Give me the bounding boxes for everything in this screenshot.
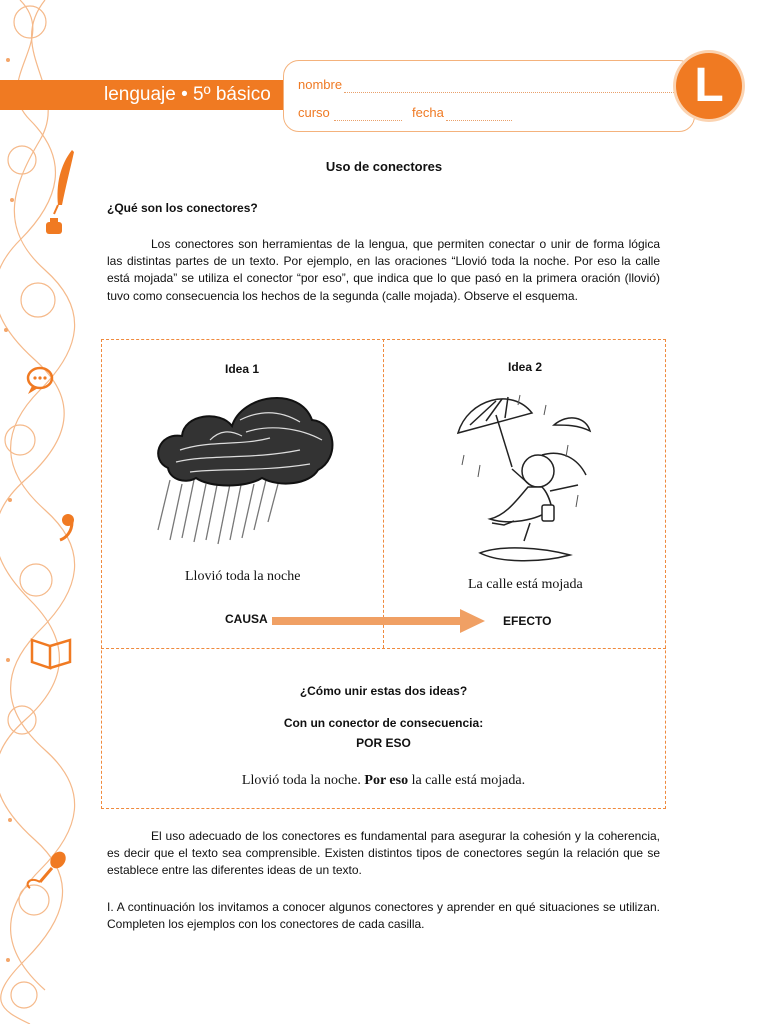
student-info-card xyxy=(283,60,695,132)
open-book-icon xyxy=(32,640,70,668)
course-field[interactable] xyxy=(334,119,402,121)
intro-paragraph: Los conectores son herramientas de la lengua, que permiten conectar o unir de forma lógica las distintas partes de un texto. Por ejemplo, en las oraciones “Llovió toda la noche. Por eso la calle está mojada” se utiliza el conector “por eso”, que indica que lo que pasó en la primera oración (llovió) tuvo como consecuencia los hechos de la segunda (calle mojada). Observe el esquema. xyxy=(107,237,660,303)
date-field[interactable] xyxy=(446,119,512,121)
rain-cloud-illustration xyxy=(150,380,340,550)
page-title: Uso de conectores xyxy=(325,159,443,174)
margin-decoration xyxy=(0,0,100,1024)
instruction-paragraph: I. A continuación los invitamos a conocer algunos conectores y aprender en qué situaciones se utilizan. Completen los ejemplos con los conectores de cada casilla. xyxy=(107,900,660,932)
scheme-divider-horizontal xyxy=(101,648,666,649)
scheme-divider-vertical xyxy=(383,339,384,648)
example-part2: la calle está mojada. xyxy=(411,773,526,788)
example-connector: Por eso xyxy=(364,773,409,788)
example-sentence xyxy=(101,773,666,789)
idea1-caption: Llovió toda la noche xyxy=(185,569,301,584)
ink-pot-icon xyxy=(46,218,62,234)
course-label: curso xyxy=(298,105,330,120)
cause-label: CAUSA xyxy=(225,612,268,626)
girl-umbrella-illustration xyxy=(450,385,600,570)
name-field[interactable] xyxy=(344,91,674,93)
cause-effect-arrow xyxy=(272,609,485,633)
connector-name: POR ESO xyxy=(356,736,411,750)
idea2-label: Idea 2 xyxy=(508,360,543,374)
subject-label: lenguaje • 5º básico xyxy=(104,84,271,105)
section-question: ¿Qué son los conectores? xyxy=(107,201,258,215)
connector-intro: Con un conector de consecuencia: xyxy=(283,716,484,730)
cohesion-paragraph: El uso adecuado de los conectores es fundamental para asegurar la cohesión y la coherencia, es decir que el texto sea comprensible. Existen distintos tipos de conectores según la relación que se establece entre las diferentes ideas de un texto. xyxy=(107,829,660,878)
effect-label: EFECTO xyxy=(503,614,552,628)
name-label: nombre xyxy=(298,77,343,92)
scheme-question: ¿Cómo unir estas dos ideas? xyxy=(299,684,468,698)
comma-icon xyxy=(60,514,74,540)
subject-badge: L xyxy=(676,53,742,119)
idea1-label: Idea 1 xyxy=(225,362,260,376)
idea2-caption: La calle está mojada xyxy=(468,577,583,592)
example-part1: Llovió toda la noche. xyxy=(241,773,361,788)
date-label: fecha xyxy=(412,105,444,120)
